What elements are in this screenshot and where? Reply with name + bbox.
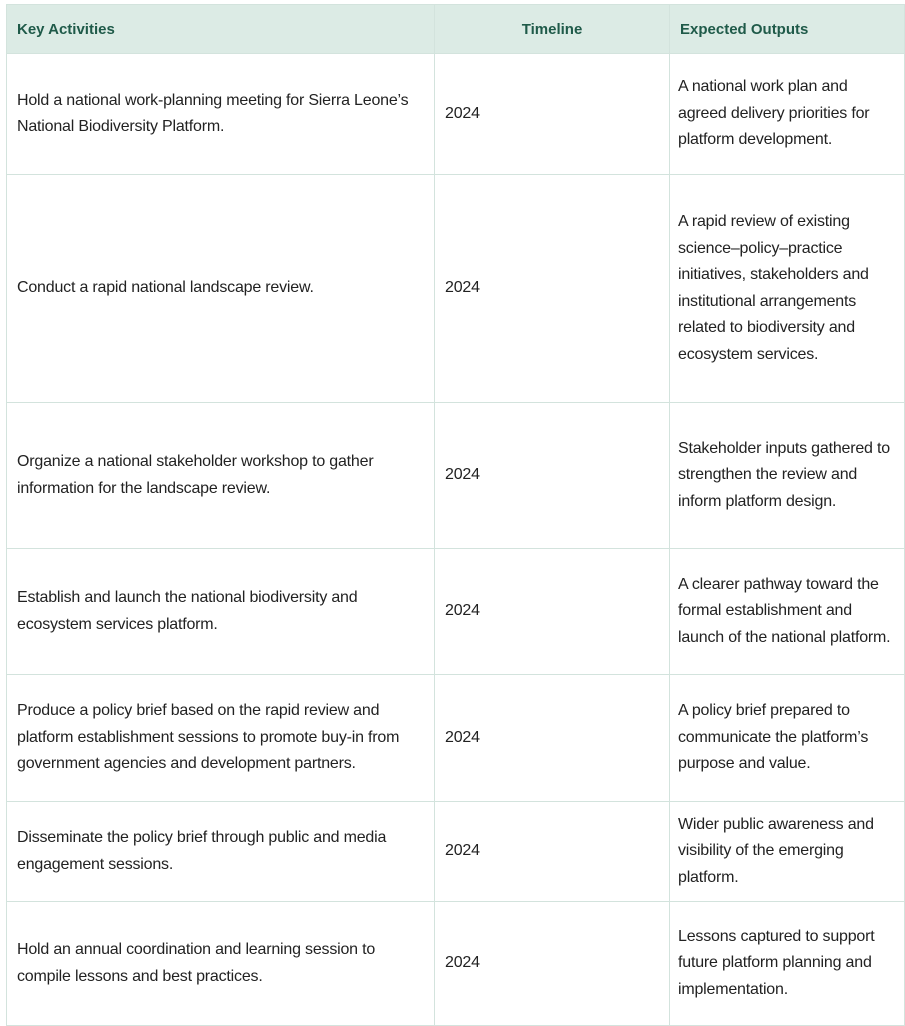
activity-cell: Hold an annual coordination and learning session to compile lessons and best practices. [7,902,435,1026]
output-cell: Wider public awareness and visibility of the emerging platform. [670,802,905,902]
activity-cell: Conduct a rapid national landscape review. [7,175,435,403]
timeline-cell: 2024 [435,54,670,175]
output-cell: Stakeholder inputs gathered to strengthen the review and inform platform design. [670,403,905,549]
table-header-row [7,5,905,54]
output-cell: A rapid review of existing science–policy–practice initiatives, stakeholders and institutional arrangements related to biodiversity and ecosystem services. [670,175,905,403]
activity-cell: Establish and launch the national biodiversity and ecosystem services platform. [7,549,435,675]
output-cell: A policy brief prepared to communicate the platform’s purpose and value. [670,675,905,802]
table-row [7,802,905,902]
table-row [7,902,905,1026]
timeline-cell: 2024 [435,403,670,549]
header-timeline: Timeline [435,5,670,54]
table-row [7,675,905,802]
table-row [7,54,905,175]
timeline-cell: 2024 [435,549,670,675]
timeline-cell: 2024 [435,175,670,403]
activity-cell: Hold a national work-planning meeting for Sierra Leone’s National Biodiversity Platform. [7,54,435,175]
timeline-cell: 2024 [435,675,670,802]
header-key-activities: Key Activities [7,5,435,54]
activity-cell: Organize a national stakeholder workshop to gather information for the landscape review. [7,403,435,549]
table-row [7,175,905,403]
activities-table [6,4,905,1026]
timeline-cell: 2024 [435,802,670,902]
table-row [7,549,905,675]
activity-cell: Disseminate the policy brief through public and media engagement sessions. [7,802,435,902]
timeline-cell: 2024 [435,902,670,1026]
table-row [7,403,905,549]
activity-cell: Produce a policy brief based on the rapid review and platform establishment sessions to promote buy-in from government agencies and development partners. [7,675,435,802]
output-cell: A clearer pathway toward the formal establishment and launch of the national platform. [670,549,905,675]
header-expected-outputs: Expected Outputs [670,5,905,54]
output-cell: A national work plan and agreed delivery priorities for platform development. [670,54,905,175]
output-cell: Lessons captured to support future platform planning and implementation. [670,902,905,1026]
